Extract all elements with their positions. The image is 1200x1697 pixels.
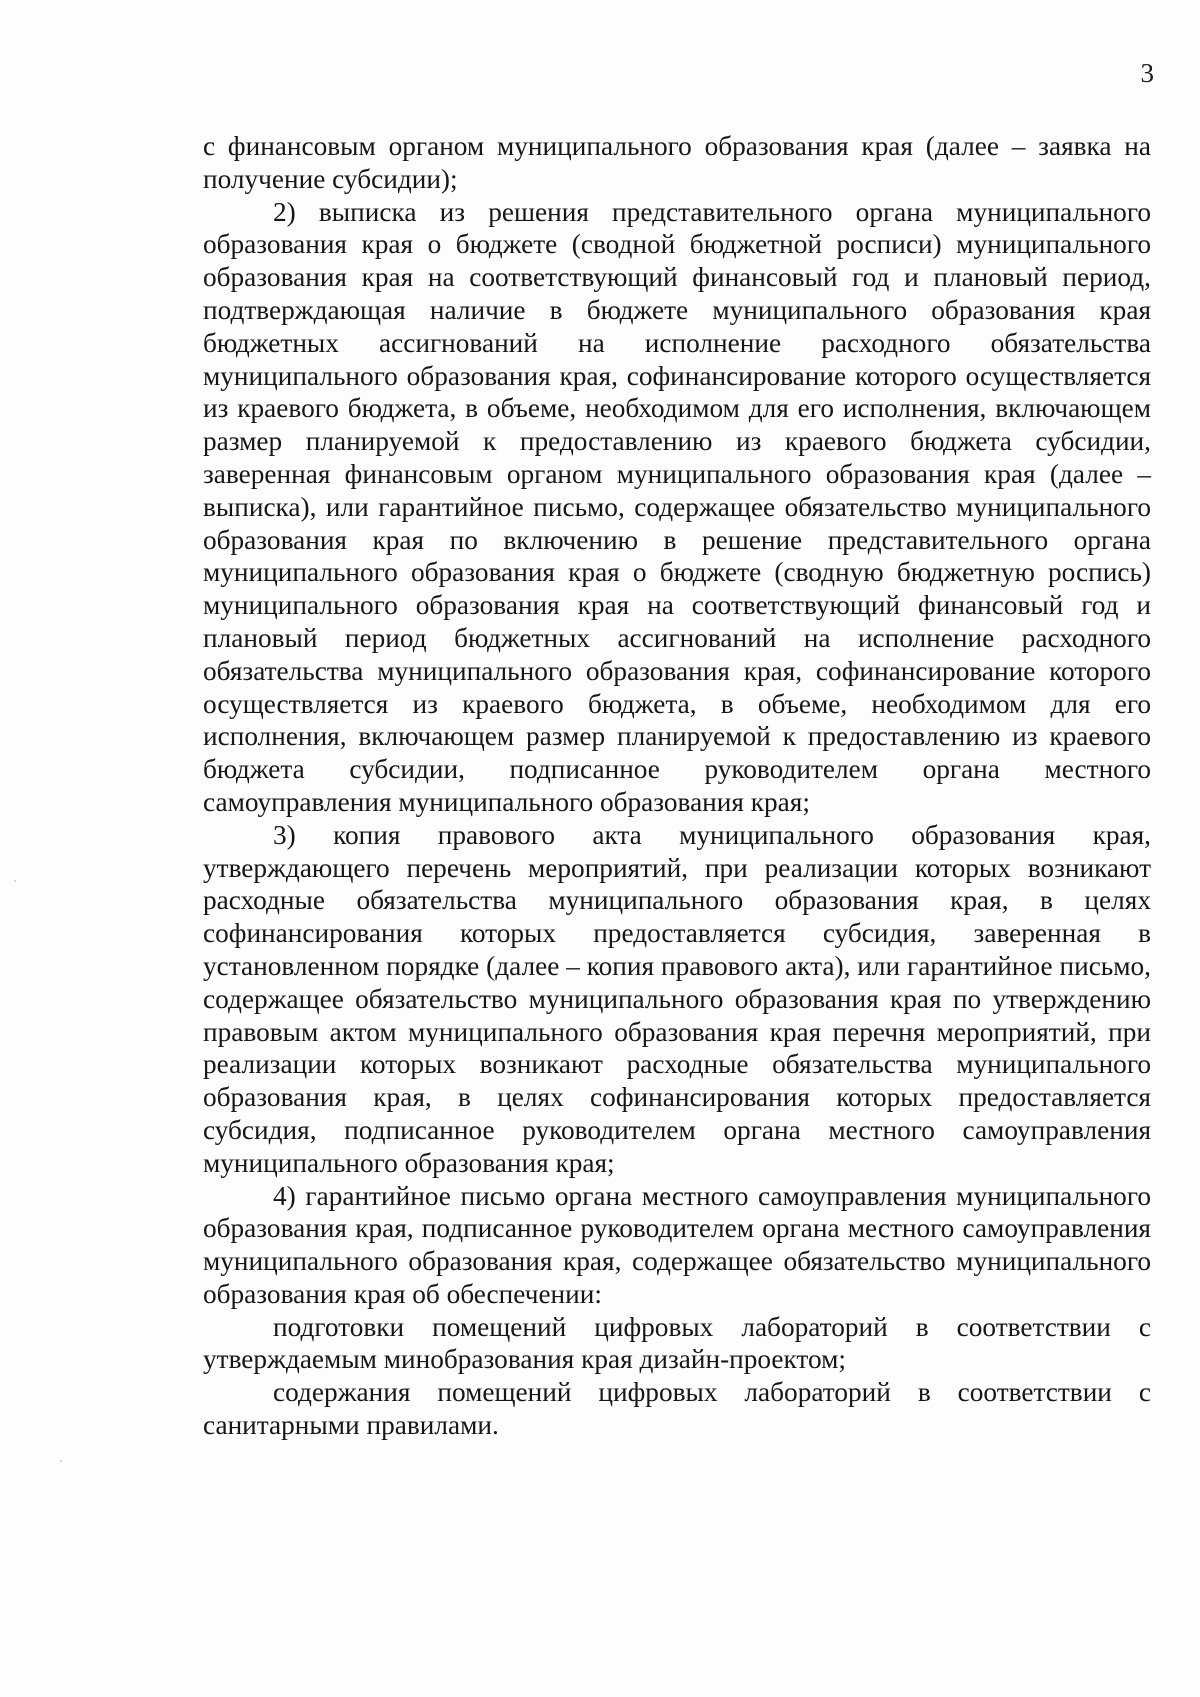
paragraph-item-3-legal-act-copy: 3) копия правового акта муниципального образования края, утверждающего перечень мероприятий, при реализации которых возникают расходные обязательства муниципального образования края, в целях софинансирования которых предоставляется субсидия, заверенная в установленном порядке (далее – копия правового акта), или гарантийное письмо, содержащее обязательство муниципального образования края по утверждению правовым актом муниципального образования края перечня мероприятий, при реализации которых возникают расходные обязательства муниципального образования края, в целях софинансирования которых предоставляется субсидия, подписанное руководителем органа местного самоуправления муниципального образования края; <box>203 819 1151 1178</box>
paragraph-item-2-budget-extract: 2) выписка из решения представительного органа муниципального образования края о бюджете (сводной бюджетной росписи) муниципального образования края на соответствующий финансовый год и плановый период, подтверждающая наличие в бюджете муниципального образования края бюджетных ассигнований на исполнение расходного обязательства муниципального образования края, софинансирование которого осуществляется из краевого бюджета, в объеме, необходимом для его исполнения, включающем размер планируемой к предоставлению из краевого бюджета субсидии, заверенная финансовым органом муниципального образования края (далее – выписка), или гарантийное письмо, содержащее обязательство муниципального образования края по включению в решение представительного органа муниципального образования края о бюджете (сводную бюджетную роспись) муниципального образования края на соответствующий финансовый год и плановый период бюджетных ассигнований на исполнение расходного обязательства муниципального образования края, софинансирование которого осуществляется из краевого бюджета, в объеме, необходимом для его исполнения, включающем размер планируемой к предоставлению из краевого бюджета субсидии, подписанное руководителем органа местного самоуправления муниципального образования края; <box>203 196 1151 817</box>
paragraph-premises-preparation: подготовки помещений цифровых лабораторий в соответствии с утверждаемым минобразования края дизайн-проектом; <box>203 1311 1151 1375</box>
page-number: 3 <box>1140 58 1154 88</box>
paragraph-premises-maintenance: содержания помещений цифровых лабораторий в соответствии с санитарными правилами. <box>203 1377 1151 1441</box>
scan-speck <box>14 880 16 882</box>
document-body <box>203 130 1151 1442</box>
paragraph-continuation: с финансовым органом муниципального образования края (далее – заявка на получение субсидии); <box>203 131 1151 194</box>
paragraph-item-4-guarantee-letter: 4) гарантийное письмо органа местного самоуправления муниципального образования края, подписанное руководителем органа местного самоуправления муниципального образования края, содержащее обязательство муниципального образования края об обеспечении: <box>203 1180 1151 1309</box>
scan-speck <box>60 1460 62 1462</box>
